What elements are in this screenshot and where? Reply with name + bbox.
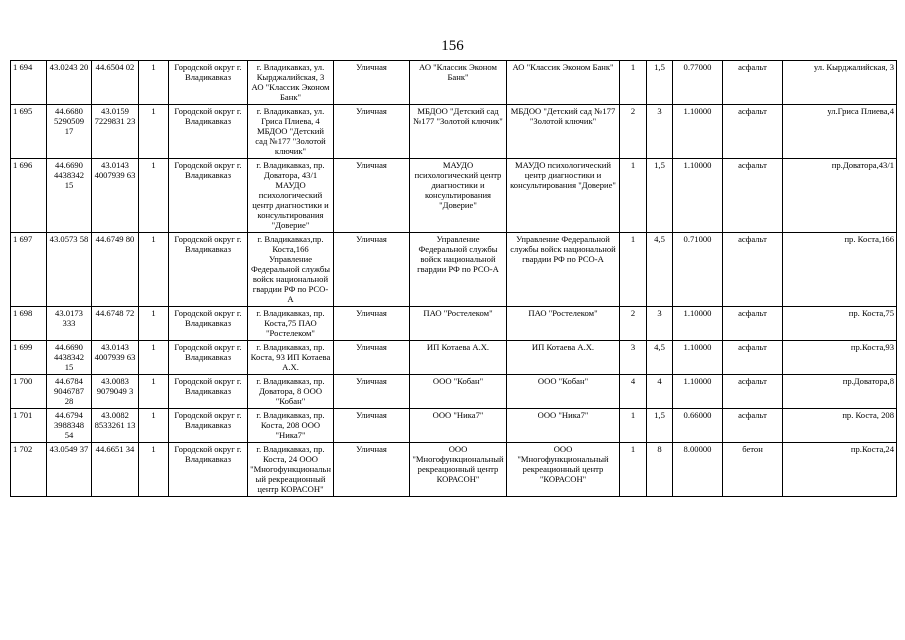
longitude-cell: 43.0159 7229831 23 (92, 105, 139, 159)
location-cell: пр.Коста,24 (783, 443, 897, 497)
location-cell: пр. Коста, 208 (783, 409, 897, 443)
latitude-cell: 43.0243 20 (47, 61, 92, 105)
count-cell: 1 (139, 105, 169, 159)
user-cell: ООО "Многофункциональный рекреационный центр "КОРАСОН" (507, 443, 620, 497)
user-cell: ООО "Ника7" (507, 409, 620, 443)
surface-cell: асфальт (723, 105, 783, 159)
row-number-cell: 1 700 (11, 375, 47, 409)
table-row (11, 375, 897, 409)
count-cell: 1 (139, 409, 169, 443)
row-number-cell: 1 699 (11, 341, 47, 375)
location-cell: пр. Коста,75 (783, 307, 897, 341)
location-cell: пр.Доватора,43/1 (783, 159, 897, 233)
table-row (11, 159, 897, 233)
row-number-cell: 1 695 (11, 105, 47, 159)
volume-cell: 1,5 (647, 61, 673, 105)
count-cell: 1 (139, 307, 169, 341)
volume-cell: 4,5 (647, 233, 673, 307)
coefficient-cell: 1.10000 (673, 341, 723, 375)
container-qty-cell: 1 (620, 159, 647, 233)
table-row (11, 443, 897, 497)
address-cell: г. Владикавказ, пр. Коста,75 ПАО "Ростелеком" (248, 307, 334, 341)
surface-cell: асфальт (723, 233, 783, 307)
longitude-cell: 43.0143 4007939 63 (92, 341, 139, 375)
latitude-cell: 43.0173 333 (47, 307, 92, 341)
owner-cell: ООО "Кобан" (410, 375, 507, 409)
count-cell: 1 (139, 443, 169, 497)
count-cell: 1 (139, 233, 169, 307)
table-row (11, 233, 897, 307)
container-qty-cell: 2 (620, 307, 647, 341)
coefficient-cell: 1.10000 (673, 307, 723, 341)
user-cell: ООО "Кобан" (507, 375, 620, 409)
table-row (11, 409, 897, 443)
district-cell: Городской округ г. Владикавказ (169, 307, 248, 341)
location-cell: пр.Коста,93 (783, 341, 897, 375)
district-cell: Городской округ г. Владикавказ (169, 375, 248, 409)
longitude-cell: 43.0143 4007939 63 (92, 159, 139, 233)
surface-cell: асфальт (723, 307, 783, 341)
surface-cell: асфальт (723, 341, 783, 375)
longitude-cell: 44.6748 72 (92, 307, 139, 341)
page-number: 156 (441, 38, 464, 54)
coefficient-cell: 0.71000 (673, 233, 723, 307)
table-row (11, 341, 897, 375)
count-cell: 1 (139, 341, 169, 375)
latitude-cell: 44.6680 5290509 17 (47, 105, 92, 159)
district-cell: Городской округ г. Владикавказ (169, 105, 248, 159)
site-type-cell: Уличная (334, 159, 410, 233)
address-cell: г. Владикавказ, пр. Доватора, 43/1 МАУДО психологический центр диагностики и консультирования "Доверие" (248, 159, 334, 233)
container-qty-cell: 1 (620, 61, 647, 105)
location-cell: ул. Кырджалийская, 3 (783, 61, 897, 105)
coefficient-cell: 0.77000 (673, 61, 723, 105)
row-number-cell: 1 694 (11, 61, 47, 105)
latitude-cell: 44.6784 9046787 28 (47, 375, 92, 409)
site-type-cell: Уличная (334, 443, 410, 497)
district-cell: Городской округ г. Владикавказ (169, 341, 248, 375)
site-type-cell: Уличная (334, 375, 410, 409)
surface-cell: асфальт (723, 159, 783, 233)
longitude-cell: 44.6504 02 (92, 61, 139, 105)
row-number-cell: 1 697 (11, 233, 47, 307)
coefficient-cell: 1.10000 (673, 375, 723, 409)
owner-cell: МАУДО психологический центр диагностики и консультирования "Доверие" (410, 159, 507, 233)
address-cell: г. Владикавказ, пр. Коста, 208 ООО "Ника7" (248, 409, 334, 443)
address-cell: г. Владикавказ, пр. Коста, 93 ИП Котаева А.Х. (248, 341, 334, 375)
coefficient-cell: 0.66000 (673, 409, 723, 443)
surface-cell: асфальт (723, 61, 783, 105)
site-type-cell: Уличная (334, 105, 410, 159)
district-cell: Городской округ г. Владикавказ (169, 233, 248, 307)
address-cell: г. Владикавказ,пр. Коста,166 Управление Федеральной службы войск национальной гвардии РФ по РСО-А (248, 233, 334, 307)
row-number-cell: 1 696 (11, 159, 47, 233)
user-cell: ПАО "Ростелеком" (507, 307, 620, 341)
volume-cell: 3 (647, 105, 673, 159)
longitude-cell: 43.0082 8533261 13 (92, 409, 139, 443)
site-type-cell: Уличная (334, 409, 410, 443)
address-cell: г. Владикавказ, пр. Доватора, 8 ООО "Кобан" (248, 375, 334, 409)
count-cell: 1 (139, 159, 169, 233)
surface-cell: бетон (723, 443, 783, 497)
owner-cell: АО "Классик Эконом Банк" (410, 61, 507, 105)
volume-cell: 8 (647, 443, 673, 497)
volume-cell: 3 (647, 307, 673, 341)
district-cell: Городской округ г. Владикавказ (169, 409, 248, 443)
address-cell: г. Владикавказ, ул. Кырджалийская, 3 АО "Классик Эконом Банк" (248, 61, 334, 105)
row-number-cell: 1 698 (11, 307, 47, 341)
registry-table (10, 60, 897, 497)
longitude-cell: 44.6651 34 (92, 443, 139, 497)
owner-cell: Управление Федеральной службы войск национальной гвардии РФ по РСО-А (410, 233, 507, 307)
latitude-cell: 44.6794 3988348 54 (47, 409, 92, 443)
district-cell: Городской округ г. Владикавказ (169, 159, 248, 233)
container-qty-cell: 3 (620, 341, 647, 375)
longitude-cell: 44.6749 80 (92, 233, 139, 307)
user-cell: МАУДО психологический центр диагностики и консультирования "Доверие" (507, 159, 620, 233)
volume-cell: 4,5 (647, 341, 673, 375)
location-cell: пр.Доватора,8 (783, 375, 897, 409)
container-qty-cell: 1 (620, 233, 647, 307)
owner-cell: ООО "Ника7" (410, 409, 507, 443)
count-cell: 1 (139, 61, 169, 105)
container-qty-cell: 4 (620, 375, 647, 409)
district-cell: Городской округ г. Владикавказ (169, 61, 248, 105)
latitude-cell: 43.0573 58 (47, 233, 92, 307)
district-cell: Городской округ г. Владикавказ (169, 443, 248, 497)
container-qty-cell: 2 (620, 105, 647, 159)
coefficient-cell: 1.10000 (673, 159, 723, 233)
address-cell: г. Владикавказ, ул. Гриса Плиева, 4 МБДОО "Детский сад №177 "Золотой ключик" (248, 105, 334, 159)
longitude-cell: 43.0083 9079049 3 (92, 375, 139, 409)
location-cell: ул.Гриса Плиева,4 (783, 105, 897, 159)
address-cell: г. Владикавказ, пр. Коста, 24 ООО "Многофункциональный рекреационный центр КОРАСОН" (248, 443, 334, 497)
surface-cell: асфальт (723, 409, 783, 443)
latitude-cell: 43.0549 37 (47, 443, 92, 497)
owner-cell: МБДОО "Детский сад №177 "Золотой ключик" (410, 105, 507, 159)
table-row (11, 61, 897, 105)
owner-cell: ПАО "Ростелеком" (410, 307, 507, 341)
surface-cell: асфальт (723, 375, 783, 409)
site-type-cell: Уличная (334, 233, 410, 307)
table-row (11, 105, 897, 159)
user-cell: МБДОО "Детский сад №177 "Золотой ключик" (507, 105, 620, 159)
row-number-cell: 1 701 (11, 409, 47, 443)
table-row (11, 307, 897, 341)
user-cell: АО "Классик Эконом Банк" (507, 61, 620, 105)
coefficient-cell: 8.00000 (673, 443, 723, 497)
owner-cell: ООО "Многофункциональный рекреационный центр КОРАСОН" (410, 443, 507, 497)
volume-cell: 1,5 (647, 159, 673, 233)
latitude-cell: 44.6690 4438342 15 (47, 159, 92, 233)
coefficient-cell: 1.10000 (673, 105, 723, 159)
site-type-cell: Уличная (334, 341, 410, 375)
row-number-cell: 1 702 (11, 443, 47, 497)
container-qty-cell: 1 (620, 409, 647, 443)
owner-cell: ИП Котаева А.Х. (410, 341, 507, 375)
count-cell: 1 (139, 375, 169, 409)
site-type-cell: Уличная (334, 61, 410, 105)
site-type-cell: Уличная (334, 307, 410, 341)
volume-cell: 4 (647, 375, 673, 409)
container-qty-cell: 1 (620, 443, 647, 497)
user-cell: ИП Котаева А.Х. (507, 341, 620, 375)
latitude-cell: 44.6690 4438342 15 (47, 341, 92, 375)
volume-cell: 1,5 (647, 409, 673, 443)
user-cell: Управление Федеральной службы войск национальной гвардии РФ по РСО-А (507, 233, 620, 307)
location-cell: пр. Коста,166 (783, 233, 897, 307)
